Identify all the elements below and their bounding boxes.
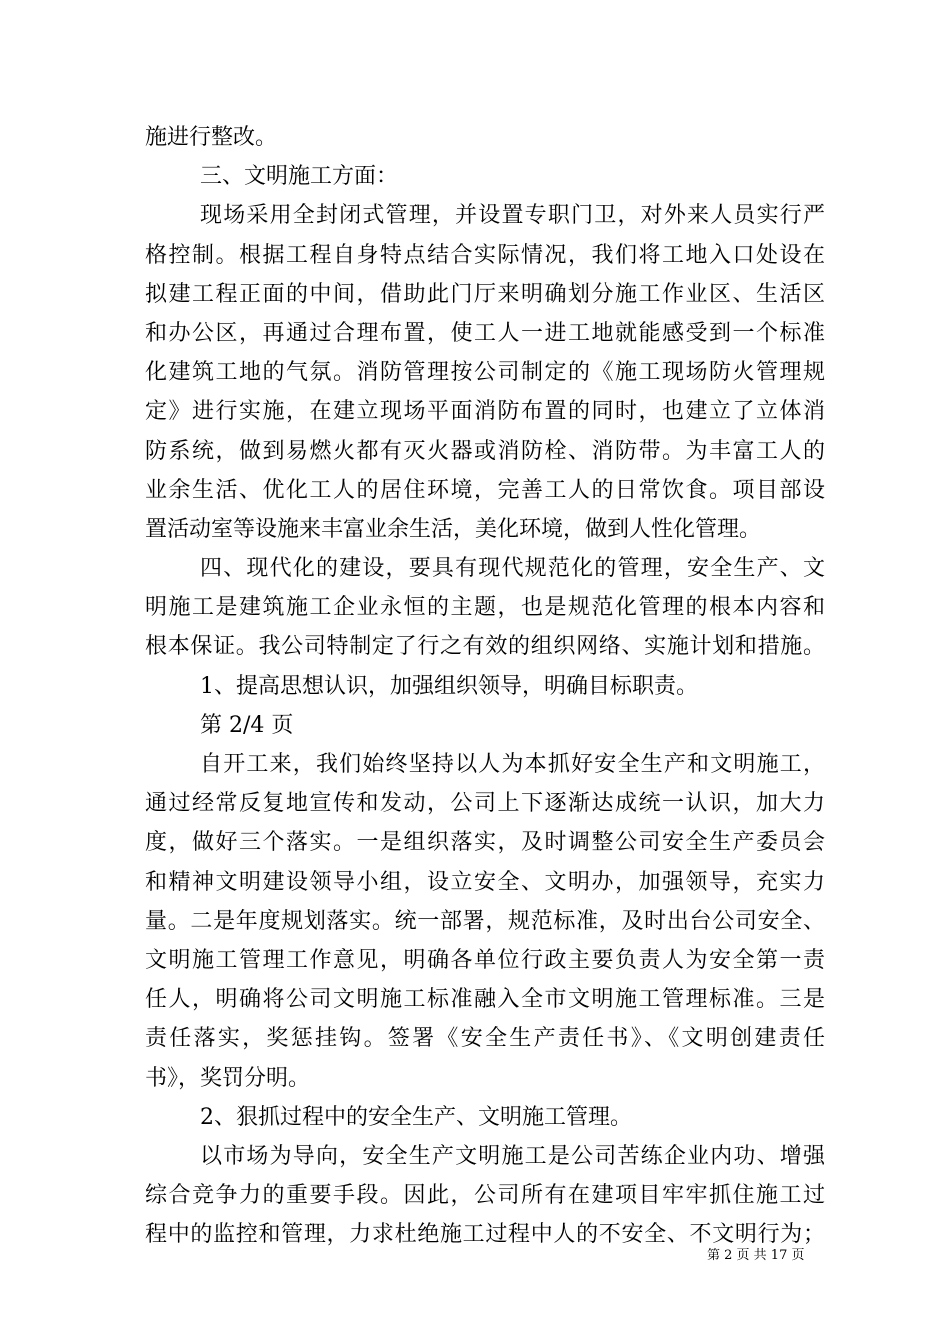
text-line: 任人，明确将公司文明施工标准融入全市文明施工管理标准。三是 (145, 987, 825, 1013)
text-line: 通过经常反复地宣传和发动，公司上下逐渐达成统一认识，加大力 (145, 791, 825, 817)
text-line: 程中的监控和管理，力求杜绝施工过程中人的不安全、不文明行为； (145, 1222, 825, 1248)
list-item-heading: 1、提高思想认识，加强组织领导，明确目标职责。 (200, 673, 698, 699)
text-line: 拟建工程正面的中间，借助此门厅来明确划分施工作业区、生活区 (145, 281, 825, 307)
text-line: 施进行整改。 (145, 125, 278, 150)
text-line: 防系统，做到易燃火都有灭火器或消防栓、消防带。为丰富工人的 (145, 438, 825, 464)
inline-page-marker: 第 2/4 页 (200, 712, 294, 738)
text-line: 责任落实，奖惩挂钩。签署《安全生产责任书》、《文明创建责任 (145, 1026, 825, 1052)
text-line: 四、现代化的建设，要具有现代规范化的管理，安全生产、文 (200, 556, 825, 582)
text-line: 根本保证。我公司特制定了行之有效的组织网络、实施计划和措施。 (145, 634, 825, 660)
text-line: 综合竞争力的重要手段。因此，公司所有在建项目牢牢抓住施工过 (145, 1183, 825, 1209)
text-line: 和办公区，再通过合理布置，使工人一进工地就能感受到一个标准 (145, 320, 825, 346)
text-line: 和精神文明建设领导小组，设立安全、文明办，加强领导，充实力 (145, 869, 825, 895)
text-line: 量。二是年度规划落实。统一部署，规范标准，及时出台公司安全、 (145, 908, 825, 934)
list-item-heading: 2、狠抓过程中的安全生产、文明施工管理。 (200, 1104, 632, 1130)
page-number-footer: 第 2 页 共 17 页 (707, 1248, 805, 1263)
text-line: 以市场为导向，安全生产文明施工是公司苦练企业内功、增强 (200, 1143, 825, 1169)
text-line: 化建筑工地的气氛。消防管理按公司制定的《施工现场防火管理规 (145, 360, 825, 386)
text-line: 业余生活、优化工人的居住环境，完善工人的日常饮食。项目部设 (145, 477, 825, 503)
text-line: 明施工是建筑施工企业永恒的主题，也是规范化管理的根本内容和 (145, 595, 825, 621)
text-line: 文明施工管理工作意见，明确各单位行政主要负责人为安全第一责 (145, 947, 825, 973)
text-line: 自开工来，我们始终坚持以人为本抓好安全生产和文明施工， (200, 752, 825, 777)
text-line: 书》，奖罚分明。 (145, 1065, 311, 1091)
document-body (145, 118, 825, 1254)
text-line: 定》进行实施，在建立现场平面消防布置的同时，也建立了立体消 (145, 399, 825, 425)
section-heading: 三、文明施工方面： (200, 164, 399, 190)
text-line: 现场采用全封闭式管理，并设置专职门卫，对外来人员实行严 (200, 203, 825, 229)
text-line: 格控制。根据工程自身特点结合实际情况，我们将工地入口处设在 (145, 242, 825, 268)
text-line: 度，做好三个落实。一是组织落实，及时调整公司安全生产委员会 (145, 830, 825, 856)
text-line: 置活动室等设施来丰富业余生活，美化环境，做到人性化管理。 (145, 516, 762, 542)
